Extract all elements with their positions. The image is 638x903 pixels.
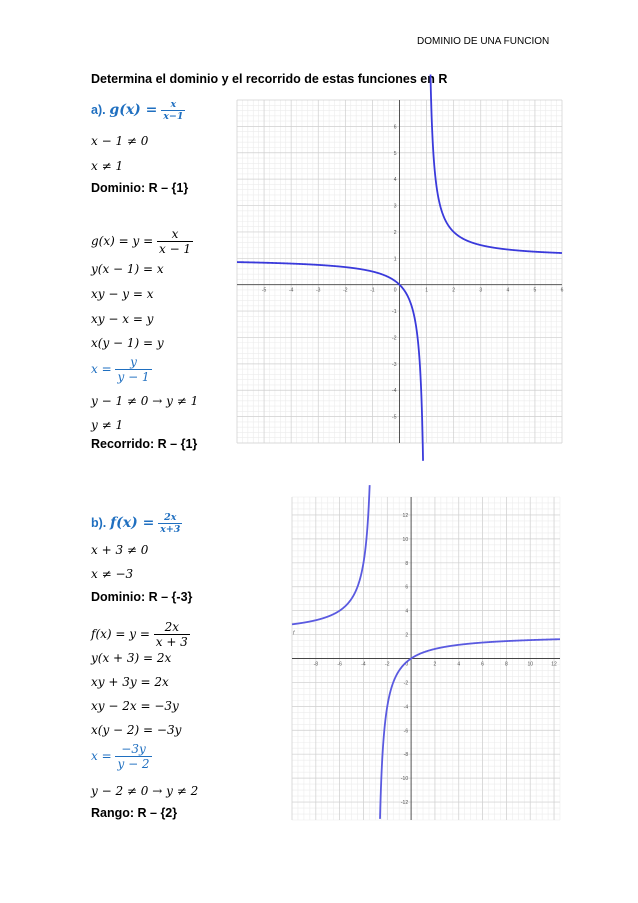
steps-prefix: f(x) = y =: [91, 627, 150, 641]
x-tick-label: 12: [551, 661, 557, 668]
x-tick-label: 5: [533, 287, 537, 294]
section-b-line-1: x + 3 ≠ 0: [91, 543, 149, 557]
y-tick-label: -2: [403, 680, 409, 687]
x-tick-label: 3: [479, 287, 483, 294]
section-a-step-1: y(x − 1) = x: [91, 262, 164, 276]
section-a-function-lhs: g(x) =: [109, 102, 158, 118]
section-a-line-1: x − 1 ≠ 0: [91, 134, 149, 148]
section-a-condition-2: y ≠ 1: [91, 418, 124, 432]
section-a-heading: [91, 99, 185, 122]
origin-label: 0: [405, 661, 409, 668]
x-tick-label: 6: [481, 661, 484, 668]
section-a-function-fraction: [161, 99, 185, 122]
inverse-prefix: x =: [91, 362, 112, 376]
y-tick-label: -8: [403, 752, 409, 759]
fraction-numerator: 2x: [164, 620, 179, 634]
x-tick-label: -3: [316, 287, 321, 294]
fraction-denominator: x + 3: [155, 635, 188, 649]
x-tick-label: -8: [313, 661, 319, 668]
y-tick-label: 12: [402, 512, 409, 519]
fraction-numerator: −3y: [121, 742, 146, 756]
fraction-denominator: x−1: [163, 111, 184, 122]
page-title: Determina el dominio y el recorrido de estas funciones en R: [91, 72, 448, 86]
inverse-fraction: [115, 742, 151, 771]
y-tick-label: 8: [405, 560, 409, 567]
y-tick-label: -2: [392, 335, 397, 342]
graph-f-function: [292, 497, 560, 820]
steps-fraction: [157, 227, 193, 256]
y-tick-label: -12: [400, 800, 409, 807]
y-tick-label: 10: [402, 536, 409, 543]
section-a-condition: y − 1 ≠ 0 → y ≠ 1: [91, 394, 199, 408]
x-tick-label: -4: [361, 661, 366, 668]
y-tick-label: 4: [393, 177, 397, 184]
section-b-condition: y − 2 ≠ 0 → y ≠ 2: [91, 784, 199, 798]
graph-g-function: [237, 100, 562, 443]
x-tick-label: -2: [385, 661, 390, 668]
section-b-steps-heading: [91, 620, 190, 649]
steps-prefix: g(x) = y =: [91, 234, 154, 248]
section-b-step-2: xy + 3y = 2x: [91, 675, 169, 689]
y-tick-label: -4: [392, 388, 397, 395]
section-b-label: b).: [91, 516, 107, 530]
y-tick-label: -3: [392, 361, 397, 368]
section-a-inverse: [91, 355, 152, 384]
x-tick-label: -1: [370, 287, 375, 294]
y-tick-label: 4: [405, 608, 409, 615]
fraction-denominator: x − 1: [158, 242, 192, 256]
y-tick-label: 1: [393, 256, 397, 263]
y-tick-label: -6: [403, 728, 409, 735]
y-tick-label: -4: [403, 704, 409, 711]
section-b-inverse: [91, 742, 152, 771]
section-b-line-2: x ≠ −3: [91, 567, 134, 581]
fraction-numerator: y: [130, 355, 137, 369]
x-tick-label: 4: [457, 661, 461, 668]
x-tick-label: -2: [343, 287, 348, 294]
steps-fraction: [154, 620, 190, 649]
fraction-denominator: x+3: [160, 524, 181, 535]
y-tick-label: 6: [405, 584, 409, 591]
x-tick-label: 2: [452, 287, 456, 294]
section-a-line-2: x ≠ 1: [91, 159, 124, 173]
fraction-numerator: x: [170, 99, 177, 110]
y-tick-label: 3: [393, 203, 397, 210]
x-tick-label: -5: [261, 287, 267, 294]
x-tick-label: -6: [337, 661, 342, 668]
section-a-step-4: x(y − 1) = y: [91, 336, 164, 350]
section-b-step-1: y(x + 3) = 2x: [91, 651, 172, 665]
y-tick-label: 2: [405, 632, 409, 639]
section-a-domain: Dominio: R – {1}: [91, 181, 189, 195]
section-b-function-fraction: [158, 512, 182, 535]
page-header: DOMINIO DE UNA FUNCION: [417, 36, 550, 47]
section-b-step-3: xy − 2x = −3y: [91, 699, 179, 713]
fraction-numerator: x: [171, 227, 179, 241]
section-b-step-4: x(y − 2) = −3y: [91, 723, 182, 737]
section-a-range: Recorrido: R – {1}: [91, 437, 198, 451]
section-b-heading: [91, 512, 182, 535]
section-b-domain: Dominio: R – {-3}: [91, 590, 193, 604]
y-tick-label: -1: [392, 309, 397, 316]
y-tick-label: -5: [392, 414, 397, 421]
y-tick-label: -10: [400, 776, 409, 783]
curve-branch-2: [430, 75, 562, 253]
section-a-step-3: xy − x = y: [91, 312, 154, 326]
fraction-denominator: y − 1: [117, 370, 150, 384]
y-tick-label: 5: [393, 150, 397, 157]
fraction-numerator: 2x: [164, 512, 177, 523]
section-a-steps-heading: [91, 227, 193, 256]
y-tick-label: 2: [393, 229, 397, 236]
origin-label: 0: [393, 287, 397, 294]
section-a-label: a).: [91, 103, 106, 117]
section-b-function-lhs: f(x) =: [110, 515, 155, 531]
section-a-step-2: xy − y = x: [91, 287, 154, 301]
fraction-denominator: y − 2: [117, 757, 150, 771]
inverse-fraction: [115, 355, 151, 384]
x-tick-label: 6: [560, 287, 564, 294]
x-tick-label: 4: [506, 287, 510, 294]
x-tick-label: 8: [505, 661, 508, 668]
y-tick-label: 6: [393, 124, 397, 131]
x-tick-label: 1: [425, 287, 428, 294]
section-b-range: Rango: R – {2}: [91, 806, 178, 820]
curve-label: f: [293, 630, 295, 637]
inverse-prefix: x =: [91, 749, 112, 763]
x-tick-label: -4: [288, 287, 294, 294]
x-tick-label: 10: [527, 661, 534, 668]
x-tick-label: 2: [433, 661, 437, 668]
